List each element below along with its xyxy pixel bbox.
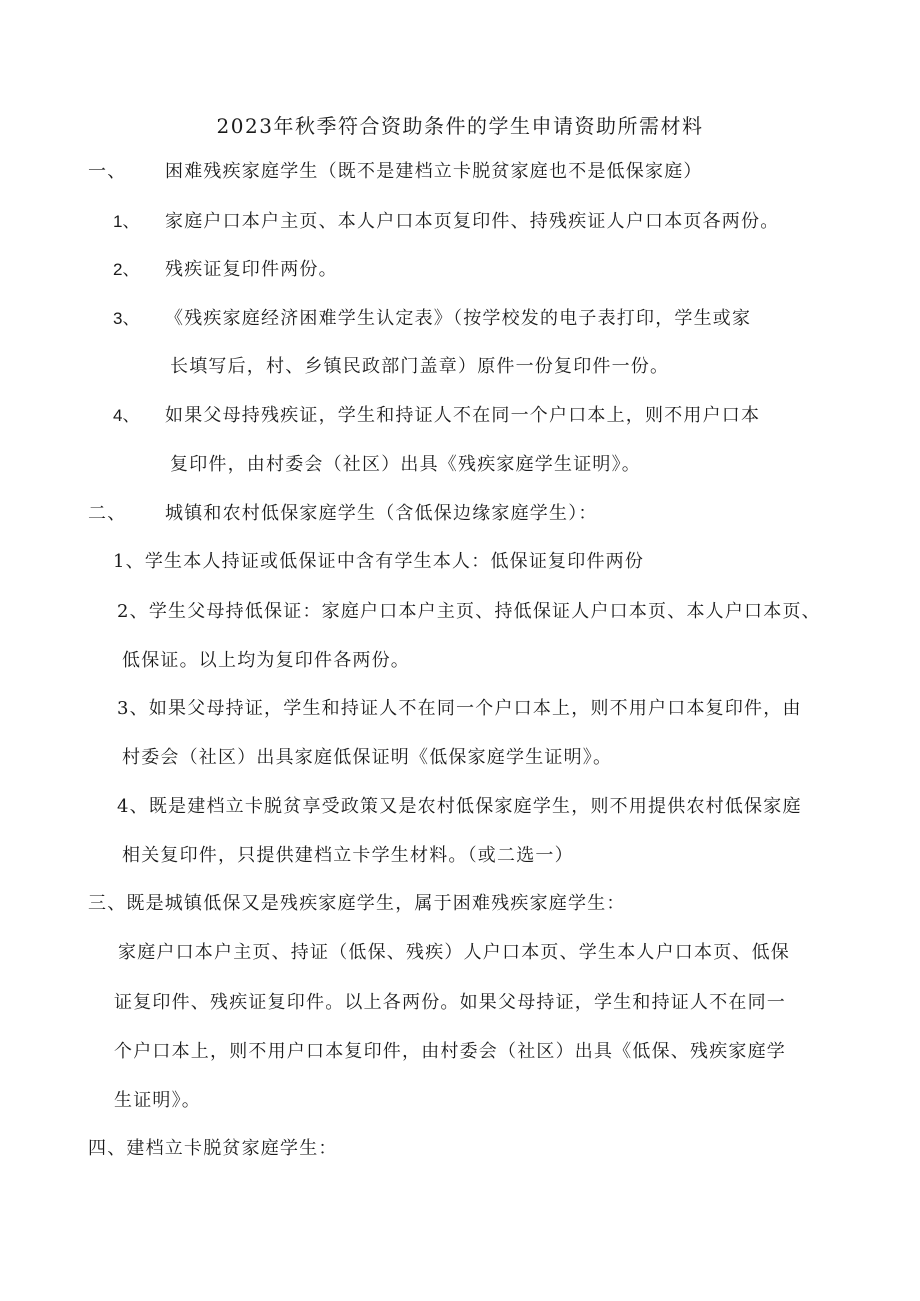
section-1-item-1-marker: 1、 — [113, 212, 140, 231]
section-3-heading: 三、既是城镇低保又是残疾家庭学生，属于困难残疾家庭学生： — [88, 893, 626, 914]
section-1-marker: 一、 — [88, 161, 127, 182]
document-title: 2023年秋季符合资助条件的学生申请资助所需材料 — [216, 114, 704, 138]
section-2-item-4-line-2: 相关复印件，只提供建档立卡学生材料。（或二选一） — [122, 845, 574, 866]
section-1-item-1-text: 家庭户口本户主页、本人户口本页复印件、持残疾证人户口本页各两份。 — [165, 211, 780, 232]
section-3-line-4: 生证明》。 — [114, 1090, 201, 1111]
section-1-item-2-text: 残疾证复印件两份。 — [165, 259, 338, 280]
section-2-item-2-line-2: 低保证。以上均为复印件各两份。 — [122, 650, 410, 671]
section-2-item-2-line-1: 2、学生父母持低保证：家庭户口本户主页、持低保证人户口本页、本人户口本页、 — [117, 601, 821, 622]
section-1-heading: 困难残疾家庭学生（既不是建档立卡脱贫家庭也不是低保家庭） — [165, 161, 703, 182]
section-2-item-3-line-2: 村委会（社区）出具家庭低保证明《低保家庭学生证明》。 — [122, 747, 613, 768]
section-4-heading: 四、建档立卡脱贫家庭学生： — [88, 1138, 338, 1159]
section-1-item-4-marker: 4、 — [113, 406, 140, 425]
section-3-line-1: 家庭户口本户主页、持证（低保、残疾）人户口本页、学生本人户口本页、低保 — [118, 942, 790, 963]
section-1-item-2-marker: 2、 — [113, 260, 140, 279]
section-2-item-1: 1、学生本人持证或低保证中含有学生本人：低保证复印件两份 — [113, 551, 645, 572]
section-1-item-3-marker: 3、 — [113, 309, 140, 328]
section-2-heading: 城镇和农村低保家庭学生（含低保边缘家庭学生）： — [165, 503, 598, 524]
section-3-line-2: 证复印件、残疾证复印件。以上各两份。如果父母持证，学生和持证人不在同一 — [114, 992, 786, 1013]
section-2-marker: 二、 — [88, 503, 127, 524]
section-2-item-3-line-1: 3、如果父母持证，学生和持证人不在同一个户口本上，则不用户口本复印件，由 — [117, 698, 802, 719]
section-1-item-4-line-2: 复印件，由村委会（社区）出具《残疾家庭学生证明》。 — [170, 454, 641, 475]
section-2-item-4-line-1: 4、既是建档立卡脱贫享受政策又是农村低保家庭学生，则不用提供农村低保家庭 — [117, 796, 802, 817]
section-1-item-3-line-1: 《残疾家庭经济困难学生认定表》（按学校发的电子表打印，学生或家 — [165, 308, 752, 329]
section-1-item-3-line-2: 长填写后，村、乡镇民政部门盖章）原件一份复印件一份。 — [170, 356, 670, 377]
section-1-item-4-line-1: 如果父母持残疾证，学生和持证人不在同一个户口本上，则不用户口本 — [165, 405, 761, 426]
section-3-line-3: 个户口本上，则不用户口本复印件，由村委会（社区）出具《低保、残疾家庭学 — [114, 1041, 786, 1062]
